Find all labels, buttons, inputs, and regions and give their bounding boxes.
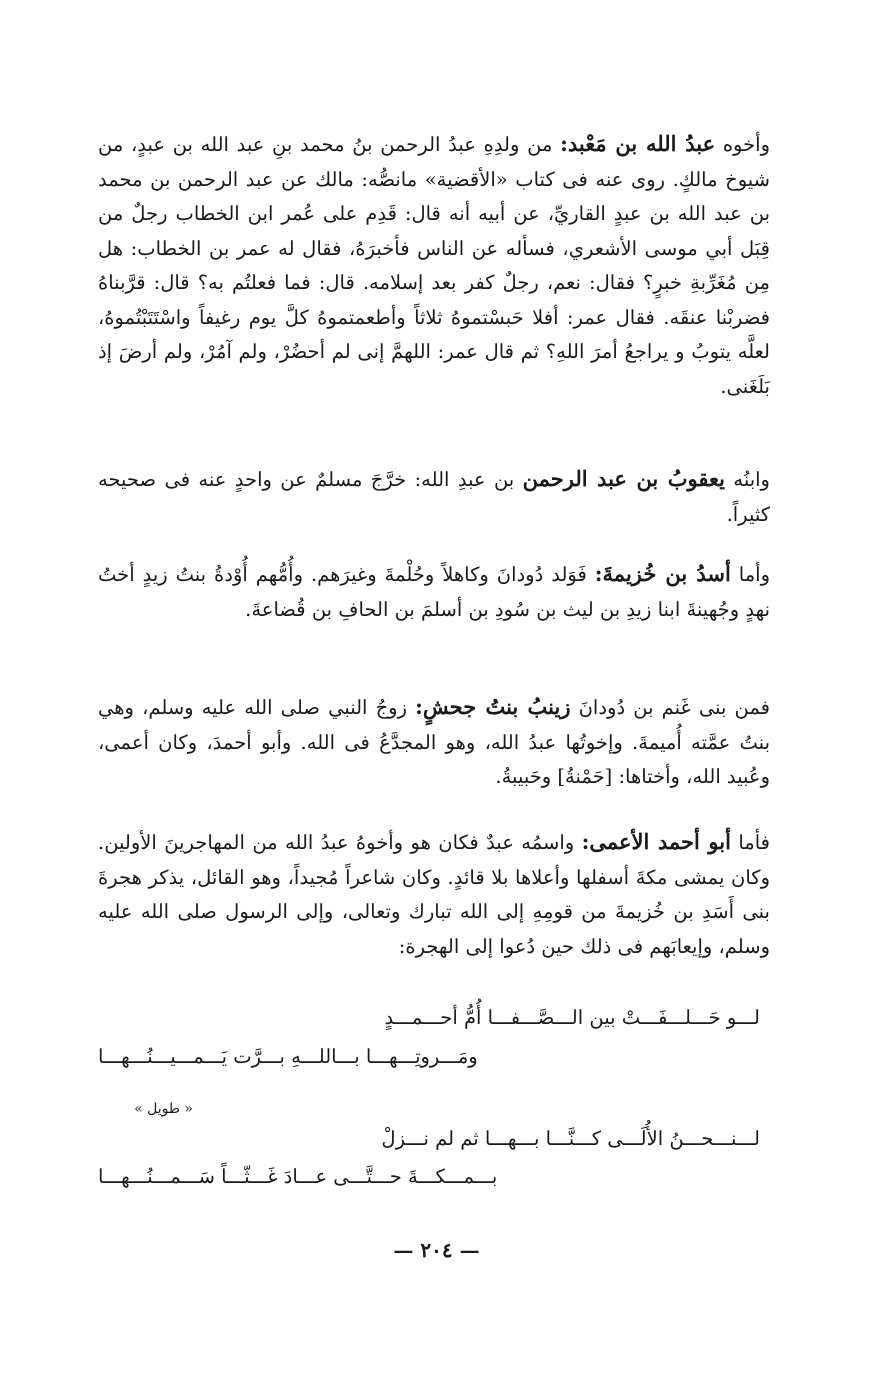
- entry-name: أبو أحمد الأعمى:: [581, 829, 731, 854]
- entry-name: زينبُ بنتُ جحشٍ:: [415, 694, 571, 719]
- verse-1-first-hemistich: لـــو حَـــلـــفَـــتْ بين الـــصَّـــفـــا أُمُّ أحـــمـــدٍ: [384, 1006, 760, 1029]
- paragraph-text: بن عبدِ الله: خرَّجَ مسلمٌ عن واحدٍ عنه فى صحيحه كثيراً.: [98, 468, 770, 526]
- page-number: — ٢٠٤ —: [393, 1238, 480, 1262]
- paragraph-lead: وأخوه: [722, 133, 770, 156]
- entry-name: يعقوبُ بن عبد الرحمن: [522, 466, 725, 491]
- paragraph-text: زوجُ النبي صلى الله عليه وسلم، وهي بنتُ عمَّته أُميمةَ. وإخوتُها عبدُ الله، وهو المجدَّعُ فى الله. وأبو أحمدَ، وكان أعمى، وعُبيد الله، وأختاها: [حَمْنةُ] وحَبيبةُ.: [98, 696, 770, 788]
- verse-2-first-hemistich: لـــنـــحـــنُ الأُلَـــى كـــنَّـــا بـــهـــا ثم لم نـــزلْ: [381, 1127, 760, 1150]
- paragraph-lead: فمن بنى غَنم بن دُودانَ: [578, 696, 771, 719]
- paragraph-abu-ahmad: [98, 825, 770, 964]
- paragraph-lead: وابنُه: [733, 468, 770, 491]
- entry-name: أسدُ بن خُزيمةَ:: [594, 561, 731, 586]
- paragraph-lead: وأما: [738, 563, 770, 586]
- entry-name: عبدُ الله بن مَعْبد:: [560, 131, 716, 156]
- paragraph-abdullah-bin-mabad: [98, 127, 770, 404]
- paragraph-text: من ولدِهِ عبدُ الرحمن بنُ محمد بنِ عبد الله بن عبدٍ، من شيوخ مالكٍ. روى عنه فى كتاب «الأقضية» مانصُّه: مالك عن عبد الرحمن بن محمد بن عبد الله بن عبدٍ القاريِّ، عن أبيه أنه قال: قَدِم على عُمر ابن الخطاب رجلٌ من قِبَل أبي موسى الأشعري، فسأله عن الناس فأخبرَهُ، فقال له عمر بن الخطاب: هل مِن مُغَرِّبةِ خبرٍ؟ فقال: نعم، رجلٌ كفر بعد إسلامه. قال: فما فعلتُم به؟ قال: قرَّبناهُ فضربْنا عنقَه. فقال عمر: أفلا حَبسْتموهُ ثلاثاً وأطعمتموهُ كلَّ يوم رغيفاً واسْتَتَبْتُموهُ، لعلَّه يتوبُ و يراجعُ أمرَ اللهِ؟ ثم قال عمر: اللهمَّ إنى لم أحضُرْ، ولم آمُرْ، ولم أرضَ إذ بَلَغَنى.: [98, 133, 770, 398]
- paragraph-zaynab-bint-jahsh: [98, 690, 770, 795]
- paragraph-text: فَوَلد دُودانَ وكاهلاً وحُلْمةَ وغيرَهم. وأُمُّهم أُوْدةُ بنتُ زيدٍ أختُ نهدٍ وجُهينةَ ابنا زيدِ بن ليث بن سُودِ بن أسلمَ بن الحافِ بن قُضاعةَ.: [98, 563, 770, 621]
- verse-2-second-hemistich: بـــمـــكـــةَ حـــتَّـــى عـــادَ غَـــثّـــاً سَـــمـــنُـــهـــا: [98, 1165, 498, 1188]
- paragraph-asad-bin-khuzayma: [98, 557, 770, 627]
- verse-1-second-hemistich: ومَـــروتِـــهـــا بـــاللـــهِ بـــرَّت يَـــمـــيـــنُـــهـــا: [98, 1045, 478, 1068]
- paragraph-lead: فأما: [738, 831, 771, 854]
- poem-meter-label: « طويل »: [134, 1101, 193, 1117]
- paragraph-text: واسمُه عبدٌ فكان هو وأخوهُ عبدُ الله من المهاجرينَ الأولين. وكان يمشى مكةَ أسفلها وأعلاها بلا قائدٍ. وكان شاعراً مُجيداً، وهو القائل، يذكر هجرةَ بنى أَسَدِ بن خُزيمةَ من قومِهِ إلى الله تبارك وتعالى، وإلى الرسول صلى الله عليه وسلم، وإيعابَهم فى ذلك حين دُعوا إلى الهجرة:: [98, 831, 770, 958]
- paragraph-yaqub: [98, 462, 770, 532]
